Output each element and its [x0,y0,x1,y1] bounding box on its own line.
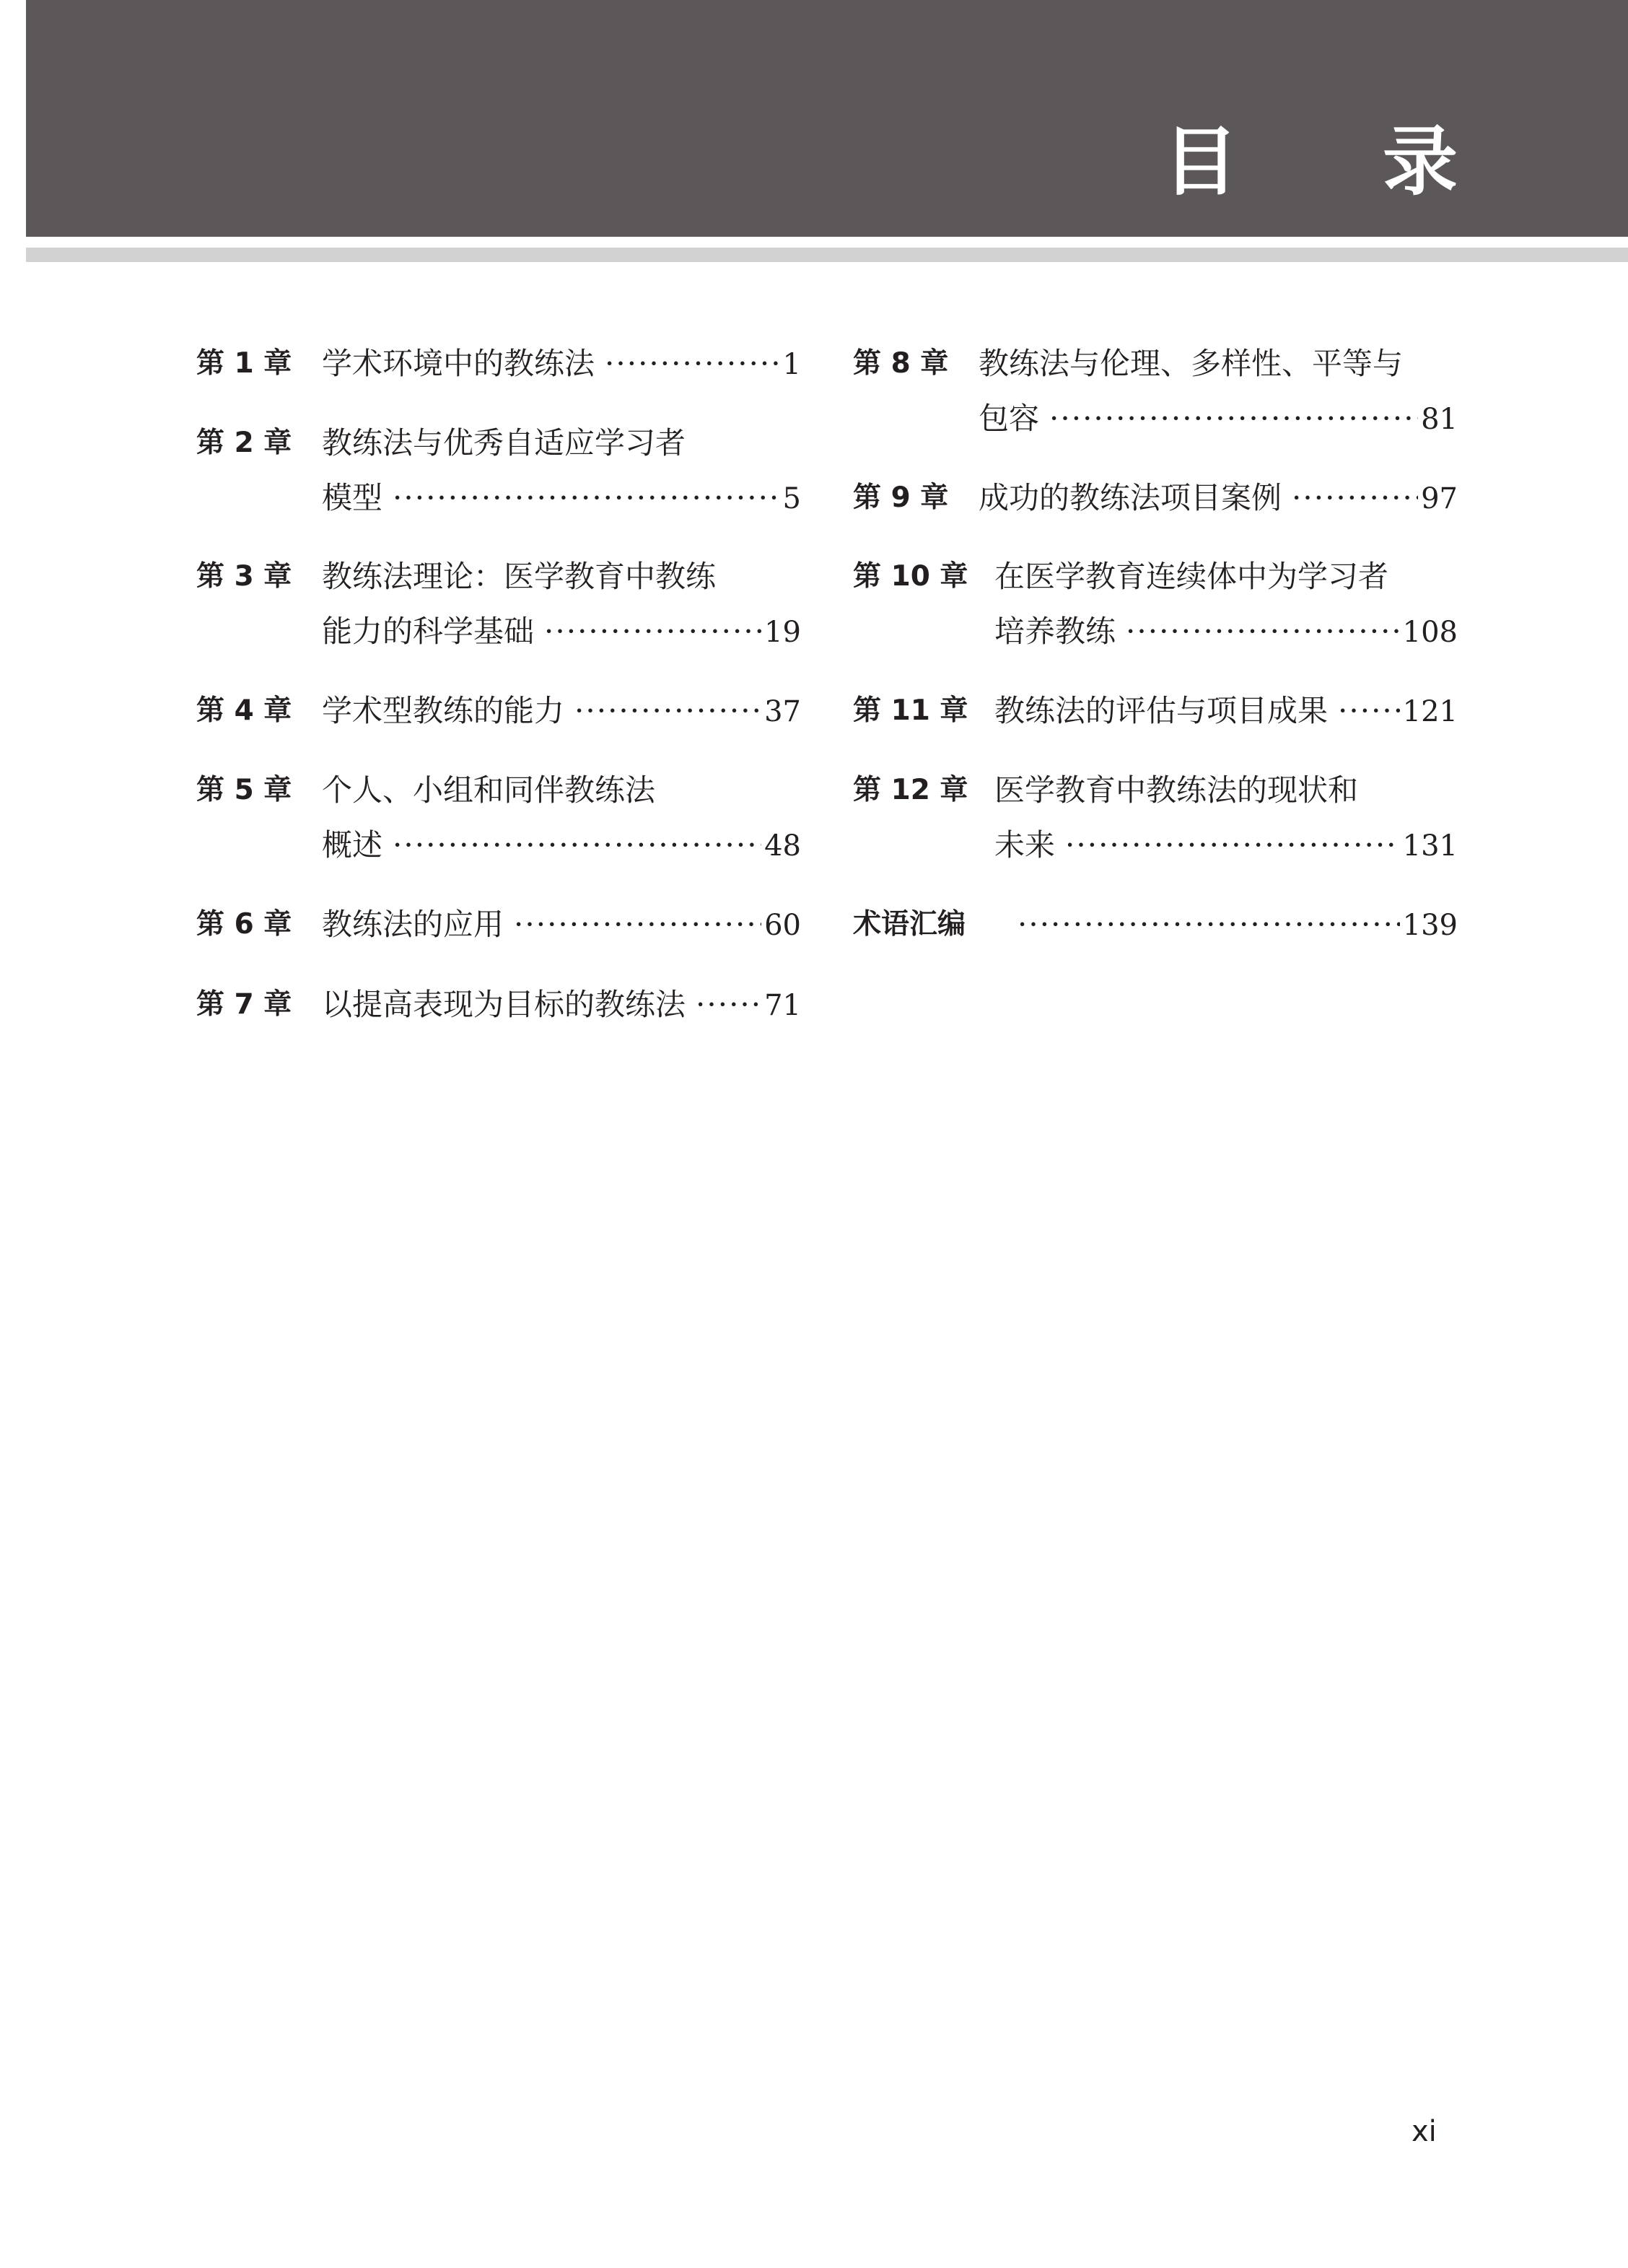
chapter-title-continued: 模型 [322,480,383,515]
dot-leader [1126,611,1400,652]
page-number: 121 [1402,695,1458,728]
toc-line [1007,904,1458,945]
dot-leader [544,611,761,652]
page-number: 131 [1402,829,1458,863]
glossary-label: 术语汇编 [853,908,966,941]
dot-leader [574,691,761,731]
toc-line [322,344,801,384]
page-number: 97 [1421,482,1458,515]
dot-leader [605,344,780,384]
page-folio: xi [1412,2115,1437,2148]
page-number: 5 [782,482,801,515]
page-number: 81 [1421,403,1458,436]
toc-line [979,398,1458,439]
chapter-label: 第 6 章 [196,908,292,941]
chapter-title-continued: 能力的科学基础 [322,614,535,649]
dot-leader [696,985,761,1025]
chapter-title: 个人、小组和同伴教练法 [322,772,656,808]
chapter-title-continued: 概述 [322,827,383,863]
chapter-label: 第 4 章 [196,694,292,727]
toc-line [994,691,1458,731]
page-number: 60 [764,909,801,942]
page-number: 1 [782,348,801,381]
toc-line [322,985,801,1025]
chapter-label: 第 12 章 [853,774,968,806]
dot-leader [1017,904,1400,945]
dot-leader [514,904,761,945]
chapter-title: 医学教育中教练法的现状和 [994,772,1359,808]
chapter-label: 第 8 章 [853,347,949,380]
chapter-title: 学术环境中的教练法 [322,346,595,381]
dot-leader [1338,691,1400,731]
page-title: 目 录 [1163,118,1517,206]
toc-line [994,825,1458,865]
page-number: 48 [764,829,801,863]
chapter-title: 教练法的评估与项目成果 [994,693,1329,728]
header-band [26,0,1628,237]
chapter-title: 成功的教练法项目案例 [979,480,1282,515]
dot-leader [1292,478,1418,518]
chapter-title: 教练法的应用 [322,907,504,942]
dot-leader [393,825,761,865]
chapter-title: 教练法与优秀自适应学习者 [322,425,686,461]
toc-line [322,557,801,597]
page-number: 19 [764,616,801,649]
chapter-label: 第 11 章 [853,694,968,727]
chapter-label: 第 2 章 [196,427,292,459]
chapter-label: 第 1 章 [196,347,292,380]
toc-line [994,557,1458,597]
toc-line [979,344,1458,384]
toc-line [322,691,801,731]
chapter-title-continued: 培养教练 [994,614,1116,649]
toc-line [322,423,801,463]
dot-leader [393,478,780,518]
chapter-title: 教练法理论：医学教育中教练 [322,559,717,594]
chapter-title: 以提高表现为目标的教练法 [322,987,686,1022]
toc-line [322,611,801,652]
page-number: 108 [1402,616,1458,649]
toc-line [994,770,1458,811]
toc-line [994,611,1458,652]
toc-line [979,478,1458,518]
toc-line [322,770,801,811]
chapter-title: 教练法与伦理、多样性、平等与 [979,346,1404,381]
chapter-title-continued: 包容 [979,401,1040,436]
toc-line [322,825,801,865]
header-rule [26,248,1628,262]
chapter-label: 第 10 章 [853,560,968,593]
page-number: 37 [764,695,801,728]
chapter-title: 学术型教练的能力 [322,693,565,728]
chapter-label: 第 7 章 [196,988,292,1021]
chapter-label: 第 9 章 [853,481,949,514]
chapter-label: 第 3 章 [196,560,292,593]
dot-leader [1065,825,1400,865]
chapter-title: 在医学教育连续体中为学习者 [994,559,1389,594]
page-number: 71 [764,989,801,1022]
chapter-title-continued: 未来 [994,827,1056,863]
toc-line [322,904,801,945]
page-number: 139 [1402,909,1458,942]
chapter-label: 第 5 章 [196,774,292,806]
toc-line [322,478,801,518]
dot-leader [1049,398,1418,439]
